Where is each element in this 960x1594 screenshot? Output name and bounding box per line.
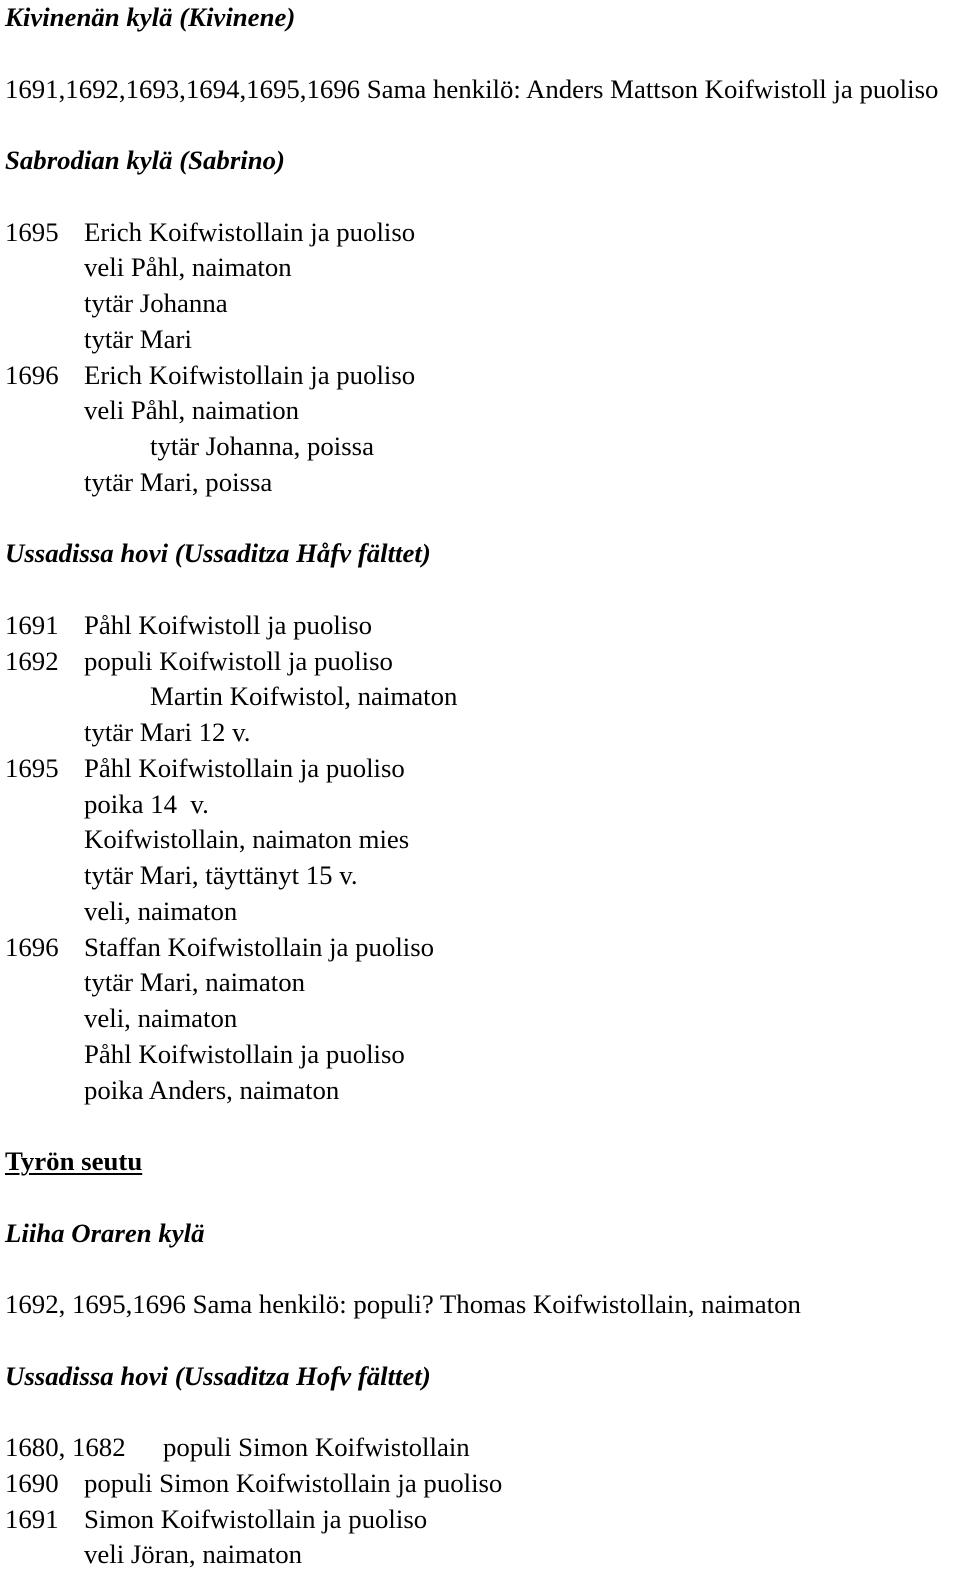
census-year: 1691 [5, 609, 59, 640]
census-entry: tytär Mari, poissa [84, 466, 273, 497]
census-row [5, 465, 955, 501]
census-year: 1696 [5, 359, 59, 390]
census-entry: veli Påhl, naimaton [84, 252, 292, 283]
section-liiha [5, 1216, 955, 1323]
manor-heading: Ussadissa hovi (Ussaditza Håfv fälttet) [5, 538, 431, 569]
census-year: 1691 [5, 1503, 59, 1534]
census-row [5, 393, 955, 429]
census-entry: Erich Koifwistollain ja puoliso [84, 359, 416, 390]
census-row [5, 894, 955, 930]
census-row [5, 930, 955, 966]
census-entry: tytär Mari 12 v. [84, 717, 251, 747]
census-row [5, 1466, 955, 1502]
census-entry: Staffan Koifwistollain ja puoliso [84, 931, 435, 962]
census-entry: Koifwistollain, naimaton mies [84, 824, 410, 855]
census-line [5, 72, 955, 108]
census-row [5, 322, 955, 358]
census-entry: veli Jöran, naimaton [84, 1539, 303, 1570]
census-year: 1690 [5, 1467, 59, 1498]
census-year: 1695 [5, 752, 59, 783]
census-row [5, 822, 955, 858]
section-kivinena [5, 0, 955, 107]
census-row [5, 215, 955, 251]
census-entry: tytär Mari [84, 323, 192, 354]
census-line [5, 1287, 955, 1323]
census-row [5, 751, 955, 787]
census-row [5, 358, 955, 394]
census-entry: poika Anders, naimaton [84, 1074, 340, 1105]
census-year: 1680, 1682 [5, 1432, 126, 1462]
census-entry: poika 14 v. [84, 788, 209, 819]
section-ussadissa-2 [5, 1359, 955, 1574]
census-row [5, 858, 955, 894]
census-entry: populi Koifwistoll ja puoliso [84, 645, 393, 676]
village-heading: Kivinenän kylä (Kivinene) [5, 2, 296, 32]
census-entry: 1691,1692,1693,1694,1695,1696 Sama henkilö: Anders Mattson Koifwistoll ja puoliso [5, 73, 939, 104]
document-page [5, 0, 955, 1573]
census-entry: veli Påhl, naimation [84, 395, 300, 426]
village-heading: Sabrodian kylä (Sabrino) [5, 145, 285, 175]
census-entry: veli, naimaton [84, 1003, 238, 1033]
census-row [5, 286, 955, 322]
census-entry: Martin Koifwistol, naimaton [150, 681, 458, 712]
census-entry: veli, naimaton [84, 895, 238, 926]
census-row [5, 965, 955, 1001]
section-ussadissa-1 [5, 536, 955, 1108]
census-entry: tytär Mari, naimaton [84, 967, 306, 998]
census-year: 1695 [5, 216, 59, 247]
census-row [5, 679, 955, 715]
census-entry: tytär Johanna [84, 288, 228, 318]
census-row [5, 608, 955, 644]
census-row [5, 429, 955, 465]
census-entry: Påhl Koifwistollain ja puoliso [84, 752, 405, 783]
census-entry: 1692, 1695,1696 Sama henkilö: populi? Thomas Koifwistollain, naimaton [5, 1289, 801, 1319]
census-entry: Påhl Koifwistoll ja puoliso [84, 609, 373, 640]
village-heading: Liiha Oraren kylä [5, 1217, 205, 1248]
census-row [5, 1001, 955, 1037]
census-row [5, 1537, 955, 1573]
census-year: 1696 [5, 931, 59, 962]
census-row [5, 1073, 955, 1109]
census-entry: tytär Mari, täyttänyt 15 v. [84, 860, 358, 890]
census-row [5, 250, 955, 286]
census-entry: Erich Koifwistollain ja puoliso [84, 216, 416, 247]
census-entry: Påhl Koifwistollain ja puoliso [84, 1038, 405, 1069]
census-year: 1692 [5, 645, 59, 676]
census-row [5, 715, 955, 751]
census-row [5, 1430, 955, 1466]
census-entry: populi Simon Koifwistollain ja puoliso [84, 1467, 503, 1498]
census-entry: Simon Koifwistollain ja puoliso [84, 1503, 428, 1534]
region-heading: Tyrön seutu [5, 1146, 143, 1176]
census-row [5, 787, 955, 823]
census-row [5, 1037, 955, 1073]
census-entry: tytär Johanna, poissa [150, 431, 375, 461]
census-entry: populi Simon Koifwistollain [163, 1432, 470, 1462]
manor-heading: Ussadissa hovi (Ussaditza Hofv fälttet) [5, 1360, 431, 1391]
section-sabrodia [5, 143, 955, 501]
census-row [5, 1502, 955, 1538]
census-row [5, 644, 955, 680]
